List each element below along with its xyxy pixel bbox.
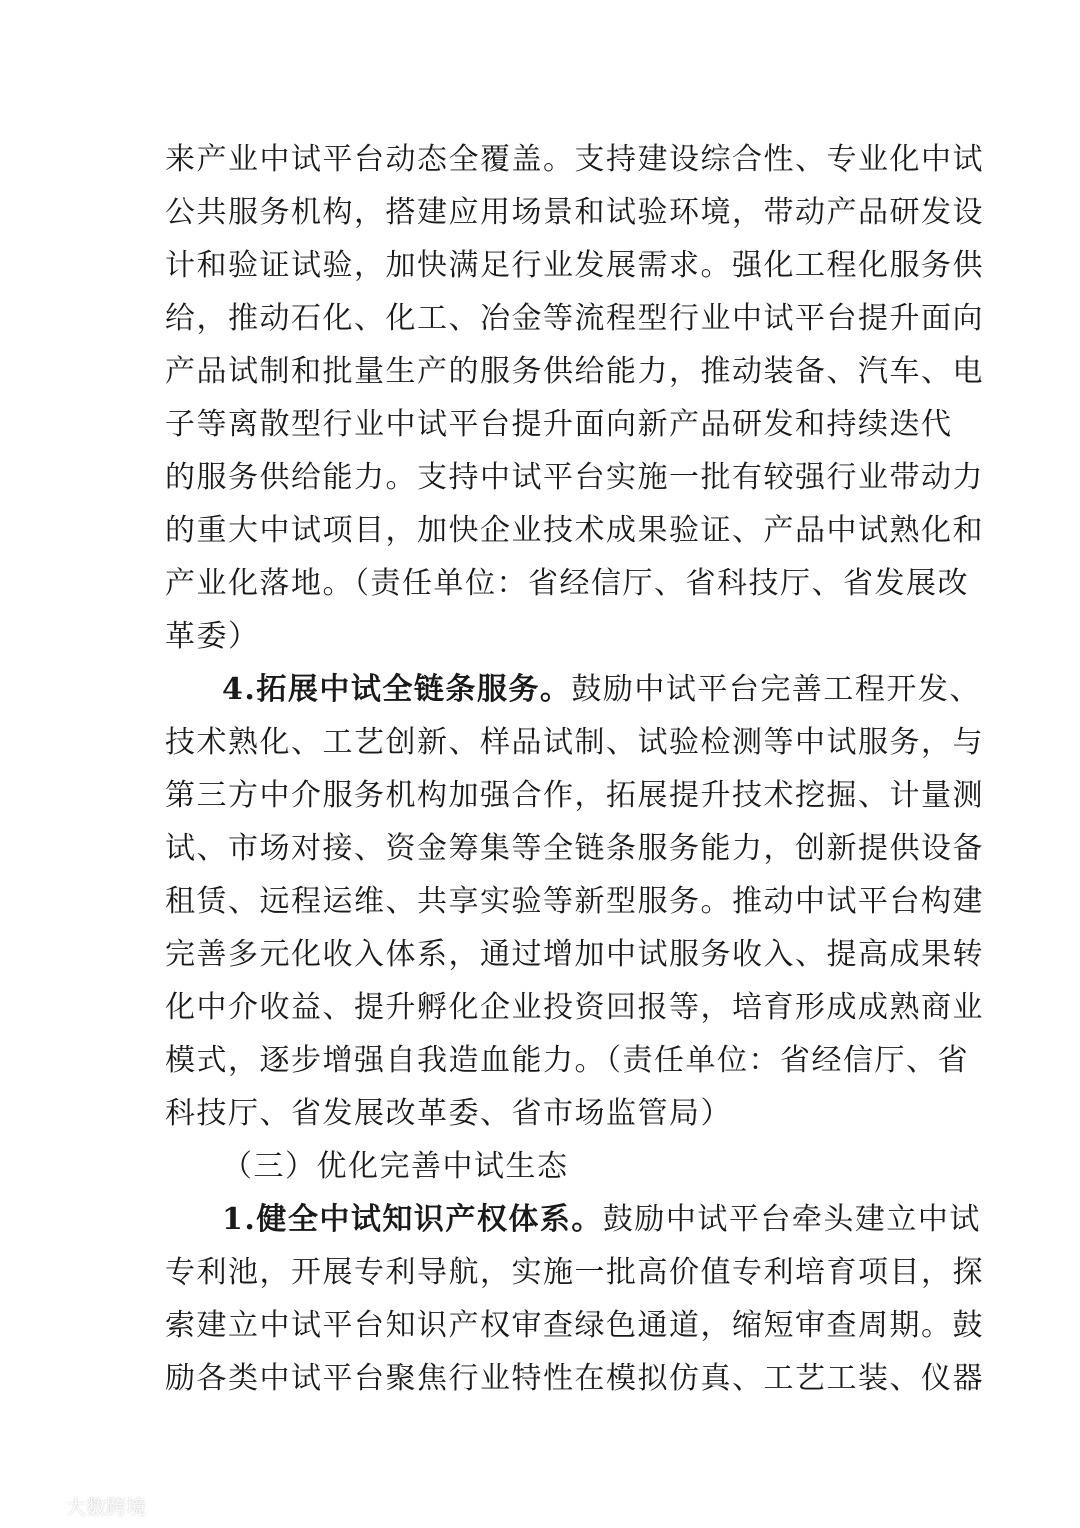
- text-line: 试、市场对接、资金筹集等全链条服务能力，创新提供设备: [165, 831, 984, 866]
- text-line: 索建立中试平台知识产权审查绿色通道，缩短审查周期。鼓: [165, 1308, 984, 1343]
- text-line: 产业化落地。（责任单位：省经信厅、省科技厅、省发展改: [165, 566, 969, 601]
- text-line: 来产业中试平台动态全覆盖。支持建设综合性、专业化中试: [165, 142, 984, 177]
- text-line: 租赁、远程运维、共享实验等新型服务。推动中试平台构建: [165, 884, 984, 919]
- text-line: 科技厅、省发展改革委、省市场监管局）: [165, 1096, 732, 1131]
- text-line: 化中介收益、提升孵化企业投资回报等，培育形成成熟商业: [165, 990, 984, 1025]
- item-1-first-line: [222, 1193, 981, 1246]
- item-1-first-text: 鼓励中试平台牵头建立中试: [602, 1202, 981, 1237]
- text-line: 模式，逐步增强自我造血能力。（责任单位：省经信厅、省: [165, 1043, 969, 1078]
- item-4-first-text: 鼓励中试平台完善工程开发、: [571, 672, 981, 707]
- watermark-text: 大数跨境: [66, 1495, 146, 1519]
- text-line: 完善多元化收入体系，通过增加中试服务收入、提高成果转: [165, 937, 984, 972]
- item-4-first-line: [222, 663, 981, 716]
- text-line: 的重大中试项目，加快企业技术成果验证、产品中试熟化和: [165, 513, 984, 548]
- item-4-lead: 4.拓展中试全链条服务。: [222, 672, 572, 707]
- text-line: 给，推动石化、化工、冶金等流程型行业中试平台提升面向: [165, 301, 984, 336]
- text-line: 计和验证试验，加快满足行业发展需求。强化工程化服务供: [165, 248, 984, 283]
- section-heading: （三）优化完善中试生态: [222, 1149, 569, 1184]
- text-line: 专利池，开展专利导航，实施一批高价值专利培育项目，探: [165, 1255, 984, 1290]
- text-line: 子等离散型行业中试平台提升面向新产品研发和持续迭代: [165, 407, 953, 442]
- text-line: 产品试制和批量生产的服务供给能力，推动装备、汽车、电: [165, 354, 984, 389]
- text-line: 第三方中介服务机构加强合作，拓展提升技术挖掘、计量测: [165, 778, 984, 813]
- text-line: 技术熟化、工艺创新、样品试制、试验检测等中试服务，与: [165, 725, 984, 760]
- watermark-logo-icon: [16, 1494, 60, 1518]
- watermark: [16, 1491, 146, 1520]
- text-line: 的服务供给能力。支持中试平台实施一批有较强行业带动力: [165, 460, 984, 495]
- text-line: 革委）: [165, 619, 260, 654]
- text-line: 励各类中试平台聚焦行业特性在模拟仿真、工艺工装、仪器: [165, 1361, 984, 1396]
- text-line: 公共服务机构，搭建应用场景和试验环境，带动产品研发设: [165, 195, 984, 230]
- item-1-lead: 1.健全中试知识产权体系。: [222, 1202, 603, 1237]
